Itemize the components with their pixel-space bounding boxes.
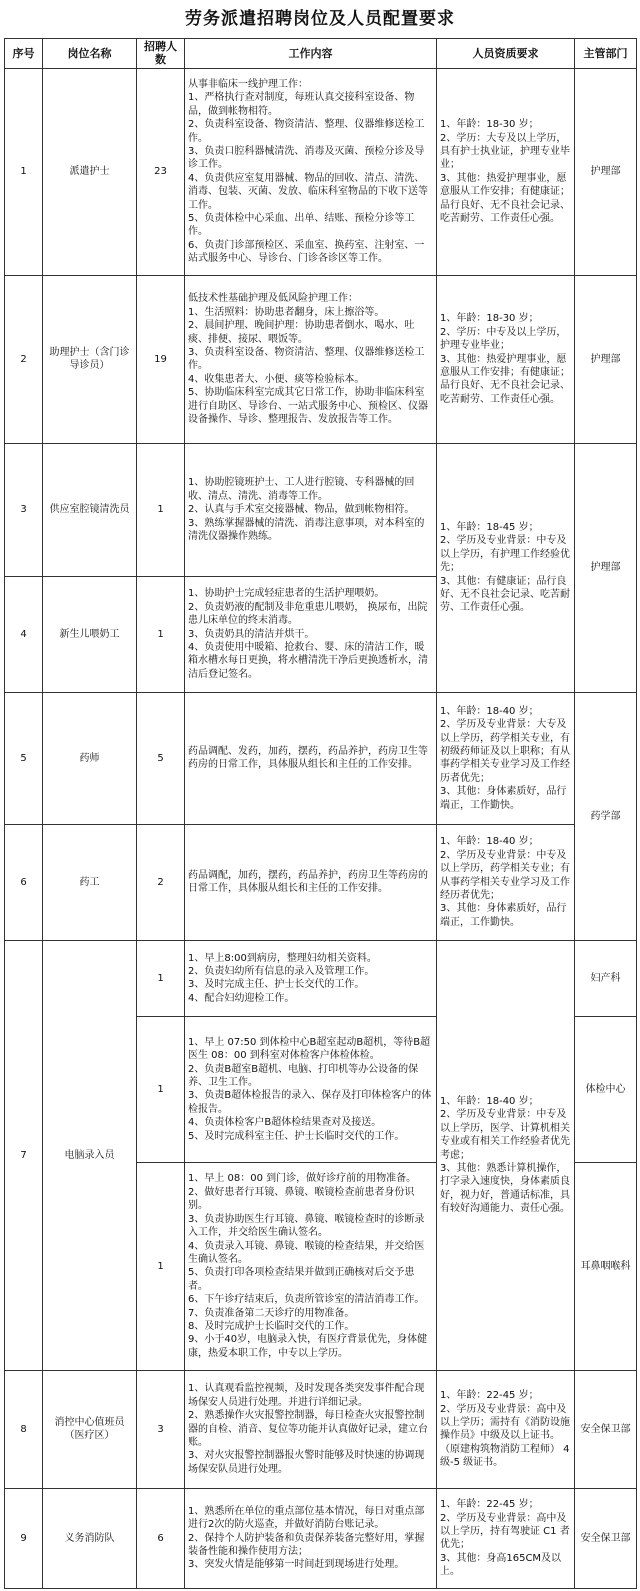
header-requirements: 人员资质要求 xyxy=(437,39,575,69)
qualification-requirements xyxy=(437,692,575,824)
row-number: 2 xyxy=(5,275,43,443)
job-content xyxy=(185,1488,437,1588)
content-line: 2、保持个人防护装备和负责保养装备完整好用，掌握装备性能和操作使用方法； xyxy=(188,1532,425,1558)
row-number: 6 xyxy=(5,824,43,940)
content-line: 4、负责体检客户B超体检结果查对及接送。 xyxy=(188,1117,382,1129)
headcount: 5 xyxy=(137,692,185,824)
table-row xyxy=(5,824,637,940)
req-line: 3、其他：身体素质好，品行端正，工作勤快。 xyxy=(440,903,567,928)
table-row xyxy=(5,1488,637,1588)
qualification-requirements xyxy=(437,1370,575,1488)
content-line: 7、负责准备第二天诊疗的用物准备。 xyxy=(188,1307,355,1319)
req-line: 1、年龄：22-45 岁； xyxy=(440,1390,539,1402)
content-line: 1、早上8:00到病房，整理妇幼相关资料。 xyxy=(188,952,377,964)
headcount: 19 xyxy=(137,275,185,443)
content-line: 2、熟悉操作火灾报警控制器，每日检查火灾报警控制器的自检、消音、复位等功能并认真做好记录，建立台账。 xyxy=(188,1410,428,1449)
headcount: 1 xyxy=(137,443,185,576)
content-line: 1、生活照料：协助患者翻身，床上擦浴等。 xyxy=(188,306,385,318)
content-line: 3、负责口腔科器械清洗、消毒及灭菌、预检分诊及导诊工作。 xyxy=(188,146,425,171)
qualification-requirements xyxy=(437,1488,575,1588)
req-line: 2、学历及专业背景：中专及以上学历，有护理工作经验优先； xyxy=(440,535,570,574)
req-line: 3、其他：熟悉计算机操作，打字录入速度快，身体素质良好，视力好，普通话标准，具有较好沟通能力、责任心强。 xyxy=(440,1163,570,1215)
req-line: 2、学历及专业背景：高中及以上学历；需持有《消防设施操作员》中级及以上证书。（原建构筑物消防工程师） 4 级-5 级证书。 xyxy=(440,1403,570,1469)
content-line: 3、负责科室设备、物资清洁、整理、仪器维修送检工作。 xyxy=(188,346,425,372)
content-line: 5、协助临床科室完成其它日常工作，协助非临床科室进行自助区、导诊台、一站式服务中心、预检区、仪器设备操作、导诊、整理报告、发放报告等工作。 xyxy=(188,387,428,425)
content-line: 9、小于40岁，电脑录入快，有医疗背景优先，身体健康，热爱本职工作，中专以上学历。 xyxy=(188,1334,428,1359)
content-line: 3、突发火情是能够第一时间赶到现场进行处理。 xyxy=(188,1559,405,1571)
row-number: 7 xyxy=(5,940,43,1370)
content-line: 4、配合妇幼迎检工作。 xyxy=(188,992,295,1004)
req-line: 1、年龄：22-45 岁； xyxy=(440,1499,539,1511)
position-name: 新生儿喂奶工 xyxy=(43,576,137,692)
qualification-requirements xyxy=(437,68,575,275)
req-line: 2、学历：中专及以上学历，护理专业毕业； xyxy=(440,326,567,352)
department: 安全保卫部 xyxy=(575,1488,637,1588)
header-row xyxy=(5,39,637,69)
position-name: 助理护士（含门诊导诊员） xyxy=(43,275,137,443)
req-line: 1、年龄：18-40 岁； xyxy=(440,705,539,717)
req-line: 2、学历及专业背景：中专及以上学历，药学相关专业；有从事药学相关专业学习及工作经历者优先； xyxy=(440,849,570,902)
row-number: 4 xyxy=(5,576,43,692)
content-line: 低技术性基础护理及低风险护理工作： xyxy=(188,293,358,305)
headcount: 1 xyxy=(137,1162,185,1370)
position-name: 药师 xyxy=(43,692,137,824)
content-line: 1、熟悉所在单位的重点部位基本情况，每日对重点部进行2次的防火巡查，并做好消防台账记录。 xyxy=(188,1505,425,1531)
headcount: 3 xyxy=(137,1370,185,1488)
req-line: 1、年龄：18-30 岁； xyxy=(440,313,539,325)
department: 体检中心 xyxy=(575,1016,637,1162)
department: 妇产科 xyxy=(575,940,637,1016)
req-line: 3、其他：热爱护理事业，愿意服从工作安排；有健康证；品行良好、无不良社会记录、吃苦耐劳、工作责任心强。 xyxy=(440,353,570,405)
content-line: 2、晨间护理、晚间护理：协助患者倒水、喝水、吐痰、排便、接尿、喂饭等。 xyxy=(188,320,415,345)
header-department: 主管部门 xyxy=(575,39,637,69)
content-line: 8、及时完成护士长临时交代的工作。 xyxy=(188,1320,355,1332)
job-content xyxy=(185,692,437,824)
job-content xyxy=(185,68,437,275)
qualification-requirements xyxy=(437,443,575,692)
content-line: 3、负责奶具的清洁并烘干。 xyxy=(188,628,315,640)
content-line: 1、协助腔镜班护士、工人进行腔镜、专科器械的回收、清点、清洗、消毒等工作。 xyxy=(188,477,415,502)
qualification-requirements xyxy=(437,824,575,940)
content-line: 6、负责门诊部预检区、采血室、换药室、注射室、一站式服务中心、导诊台、门诊各诊区等工作。 xyxy=(188,239,425,265)
content-line: 1、认真观看监控视频，及时发现各类突发事件配合现场保安人员进行处理。并进行详细记录。 xyxy=(188,1383,425,1408)
position-name: 电脑录入员 xyxy=(43,940,137,1370)
req-line: 3、其他：身体素质好，品行端正，工作勤快。 xyxy=(440,786,567,811)
req-line: 2、学历及专业背景：大专及以上学历，药学相关专业，有初级药师证及以上职称；有从事药学相关专业学习及工作经历者优先； xyxy=(440,719,570,784)
content-line: 从事非临床一线护理工作： xyxy=(188,78,308,90)
recruitment-table xyxy=(4,38,637,1589)
content-line: 2、认真与手术室交接器械、物品，做到帐物相符。 xyxy=(188,504,415,516)
content-line: 1、早上 08：00 到门诊，做好诊疗前的用物准备。 xyxy=(188,1173,417,1185)
content-line: 2、负责奶液的配制及非危重患儿喂奶， 换尿布，出院患儿床单位的终末消毒。 xyxy=(188,601,428,627)
department: 耳鼻咽喉科 xyxy=(575,1162,637,1370)
job-content xyxy=(185,1162,437,1370)
position-name: 义务消防队 xyxy=(43,1488,137,1588)
department: 护理部 xyxy=(575,275,637,443)
row-number: 8 xyxy=(5,1370,43,1488)
row-number: 3 xyxy=(5,443,43,576)
headcount: 1 xyxy=(137,1016,185,1162)
job-content xyxy=(185,824,437,940)
content-line: 6、下午诊疗结束后，负责所管诊室的清洁消毒工作。 xyxy=(188,1294,425,1306)
position-name: 药工 xyxy=(43,824,137,940)
content-line: 3、负责B超体检报告的录入、保存及打印体检客户的体检报告。 xyxy=(188,1090,432,1115)
job-content xyxy=(185,940,437,1016)
department: 安全保卫部 xyxy=(575,1370,637,1488)
table-row xyxy=(5,940,637,1016)
req-line: 2、学历：大专及以上学历，具有护士执业证，护理专业毕业； xyxy=(440,132,570,171)
content-line: 1、协助护士完成轻症患者的生活护理喂奶。 xyxy=(188,588,385,600)
header-position: 岗位名称 xyxy=(43,39,137,69)
headcount: 1 xyxy=(137,940,185,1016)
job-content xyxy=(185,443,437,576)
document-title: 劳务派遣招聘岗位及人员配置要求 xyxy=(185,9,455,29)
content-line: 4、负责使用中暖箱、抢救台、婴、床的清洁工作，暖箱水槽水每日更换，将水槽清洗干净后更换透析水，清洁后登记签名。 xyxy=(188,642,428,680)
table-row xyxy=(5,275,637,443)
content-line: 3、负责协助医生行耳镜、鼻镜、喉镜检查时的诊断录入工作，并交给医生确认签名。 xyxy=(188,1213,425,1239)
content-line: 3、熟练掌握器械的清洗、消毒注意事项，对本科室的清洗仪器操作熟练。 xyxy=(188,517,425,542)
position-name: 供应室腔镜清洗员 xyxy=(43,443,137,576)
content-line: 2、负责妇幼所有信息的录入及管理工作。 xyxy=(188,965,375,977)
content-line: 5、负责打印各项检查结果并做到正确核对后交予患者。 xyxy=(188,1267,415,1292)
content-line: 药品调配、发药，加药，摆药，药品养护，药房卫生等药房的日常工作，具体服从组长和主任的工作安排。 xyxy=(188,745,428,771)
content-line: 3、对火灾报警控制器报火警时能够及时快速的协调现场保安队员进行处理。 xyxy=(188,1450,425,1475)
row-number: 1 xyxy=(5,68,43,275)
row-number: 5 xyxy=(5,692,43,824)
req-line: 1、年龄：18-40 岁； xyxy=(440,1095,539,1107)
job-content xyxy=(185,275,437,443)
content-line: 4、负责录入耳镜、鼻镜、喉镜的检查结果，并交给医生确认签名。 xyxy=(188,1240,425,1265)
header-no: 序号 xyxy=(5,39,43,69)
position-name: 消控中心值班员（医疗区） xyxy=(43,1370,137,1488)
req-line: 1、年龄：18-30 岁； xyxy=(440,119,539,131)
req-line: 1、年龄：18-40 岁； xyxy=(440,836,539,848)
content-line: 2、做好患者行耳镜、鼻镜、喉镜检查前患者身份识别。 xyxy=(188,1186,415,1212)
position-name: 派遣护士 xyxy=(43,68,137,275)
req-line: 3、其他：热爱护理事业，愿意服从工作安排；有健康证；品行良好、无不良社会记录、吃苦耐劳、工作责任心强。 xyxy=(440,172,570,225)
row-number: 9 xyxy=(5,1488,43,1588)
headcount: 23 xyxy=(137,68,185,275)
req-line: 1、年龄：18-45 岁； xyxy=(440,521,539,533)
req-line: 3、其他：有健康证；品行良好、无不良社会记录、吃苦耐劳、工作责任心强。 xyxy=(440,575,570,614)
content-line: 药品调配，加药，摆药，药品养护，药房卫生等药房的日常工作，具体服从组长和主任的工作安排。 xyxy=(188,869,428,895)
content-line: 3、及时完成主任、护士长交代的工作。 xyxy=(188,979,365,991)
header-count: 招聘人数 xyxy=(137,39,185,69)
department: 护理部 xyxy=(575,443,637,692)
content-line: 4、负责供应室复用器械、物品的回收、清点、清洗、消毒、包装、灭菌、发放、临床科室物品的下收下送等工作。 xyxy=(188,172,428,211)
req-line: 2、学历及专业背景：高中及以上学历，持有驾驶证 C1 者优先； xyxy=(440,1512,570,1551)
table-row xyxy=(5,1370,637,1488)
department: 药学部 xyxy=(575,692,637,940)
content-line: 1、严格执行查对制度，每班认真交接科室设备、物品，做到帐物相符。 xyxy=(188,92,415,117)
headcount: 2 xyxy=(137,824,185,940)
content-line: 2、负责B超室B超机、电脑、打印机等办公设备的保养、卫生工作。 xyxy=(188,1063,419,1088)
qualification-requirements xyxy=(437,275,575,443)
header-content: 工作内容 xyxy=(185,39,437,69)
job-content xyxy=(185,576,437,692)
content-line: 5、及时完成科室主任、护士长临时交代的工作。 xyxy=(188,1130,405,1142)
content-line: 2、负责科室设备、物资清洁、整理、仪器维修送检工作。 xyxy=(188,119,425,144)
job-content xyxy=(185,1370,437,1488)
department: 护理部 xyxy=(575,68,637,275)
headcount: 6 xyxy=(137,1488,185,1588)
headcount: 1 xyxy=(137,576,185,692)
table-row xyxy=(5,68,637,275)
content-line: 5、负责体检中心采血、出单、结账、预检分诊等工作。 xyxy=(188,213,415,238)
qualification-requirements xyxy=(437,940,575,1370)
table-row xyxy=(5,443,637,576)
req-line: 3、其他：身高165CM及以上。 xyxy=(440,1552,562,1578)
table-row xyxy=(5,692,637,824)
content-line: 1、早上 07:50 到体检中心B超室起动B超机，等待B超医生 08：00 到科室对体检客户体检体检。 xyxy=(188,1036,431,1062)
job-content xyxy=(185,1016,437,1162)
req-line: 2、学历及专业背景：中专及以上学历，医学、计算机相关专业或有相关工作经验者优先考虑； xyxy=(440,1109,570,1161)
content-line: 4、收集患者大、小便、痰等检验标本。 xyxy=(188,373,365,385)
